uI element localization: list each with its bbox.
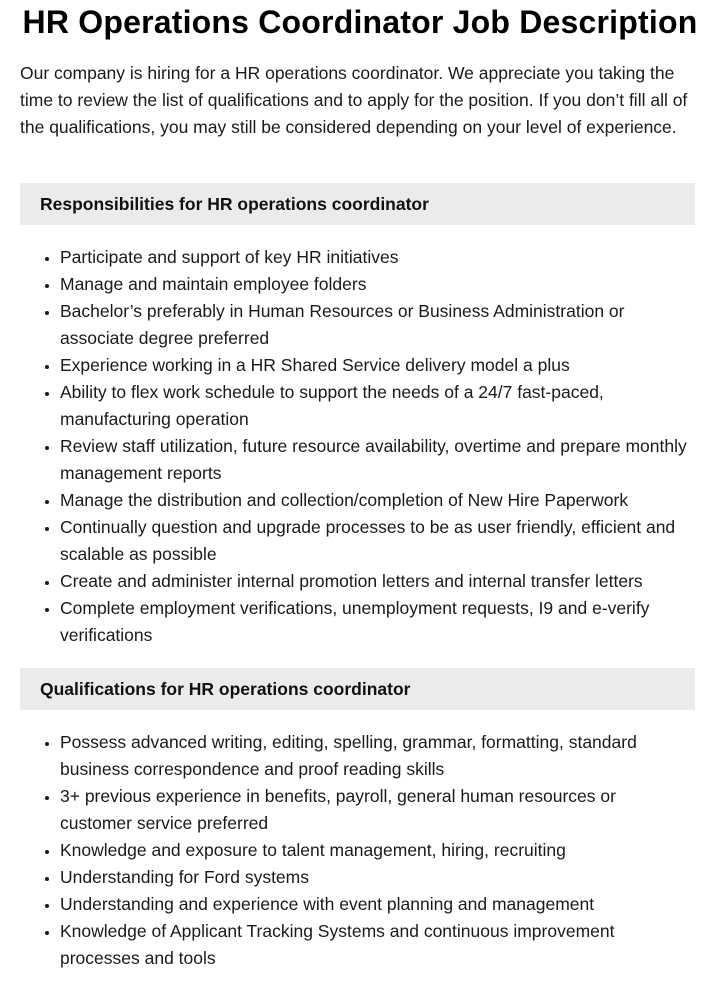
- list-item: • Understanding for Ford systems: [60, 864, 692, 891]
- list-item: • Continually question and upgrade processes to be as user friendly, efficient and scalable as possible: [60, 514, 692, 568]
- list-item: • Knowledge of Applicant Tracking Systems and continuous improvement processes and tools: [60, 918, 692, 972]
- list-item: • Bachelor’s preferably in Human Resources or Business Administration or associate degree preferred: [60, 298, 692, 352]
- list-item: • Experience working in a HR Shared Service delivery model a plus: [60, 352, 692, 379]
- list-item: • Ability to flex work schedule to support the needs of a 24/7 fast-paced, manufacturing operation: [60, 379, 692, 433]
- qualifications-list: [20, 729, 692, 972]
- page-title: HR Operations Coordinator Job Description: [22, 4, 698, 40]
- list-item: • Create and administer internal promotion letters and internal transfer letters: [60, 568, 692, 595]
- list-item: • Manage the distribution and collection/completion of New Hire Paperwork: [60, 487, 692, 514]
- qualifications-heading: Qualifications for HR operations coordinator: [20, 668, 695, 710]
- list-item: • Review staff utilization, future resource availability, overtime and prepare monthly management reports: [60, 433, 692, 487]
- list-item: • Manage and maintain employee folders: [60, 271, 692, 298]
- intro-paragraph: Our company is hiring for a HR operations coordinator. We appreciate you taking the time to review the list of qualifications and to apply for the position. If you don’t fill all of the qualifications, you may still be considered depending on your level of experience.: [20, 63, 688, 137]
- list-item: • Understanding and experience with event planning and management: [60, 891, 692, 918]
- list-item: • Possess advanced writing, editing, spelling, grammar, formatting, standard business correspondence and proof reading skills: [60, 729, 692, 783]
- list-item: • Knowledge and exposure to talent management, hiring, recruiting: [60, 837, 692, 864]
- responsibilities-list: [20, 244, 692, 649]
- list-item: • Participate and support of key HR initiatives: [60, 244, 692, 271]
- list-item: • 3+ previous experience in benefits, payroll, general human resources or customer service preferred: [60, 783, 692, 837]
- list-item: • Complete employment verifications, unemployment requests, I9 and e-verify verifications: [60, 595, 692, 649]
- responsibilities-heading: Responsibilities for HR operations coordinator: [20, 183, 695, 225]
